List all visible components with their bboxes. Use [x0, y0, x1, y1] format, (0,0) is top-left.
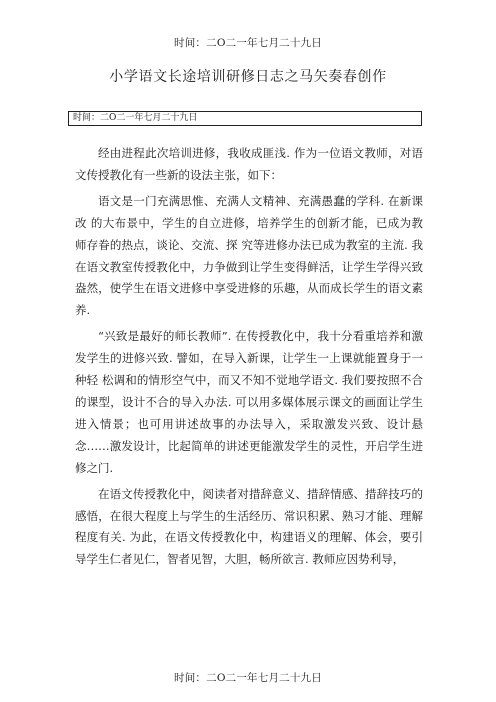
paragraph-4: 在语文传授教化中，阅读者对措辞意义、措辞情感、措辞技巧的感悟，在很大程度上与学生的生活经历、常识积累、熟习才能、理解程度有关. 为此，在语文传授教化中，构建语义的理解、体会，要引导学生仁者见仁，智者见智，大胆，畅所欲言. 教师应因势利导， — [75, 486, 423, 567]
paragraph-2: 语文是一门充满思惟、充满人文精神、充满愚蠢的学科. 在新课改 的大布景中，学生的自立进修，培养学生的创新才能，已成为教师存眷的热点，谈论、交流、探 究等进修办法已成为教室的主流. 我在语文教室传授教化中，力争做到让学生变得鲜活，让学生学得兴致盎然，使学生在语文进修中享受进修的乐趣，从而成长学生的语文素养. — [75, 193, 423, 318]
paragraph-3: “兴致是最好的师长教师”. 在传授教化中，我十分看重培养和激发学生的进修兴致. 譬如，在导入新课，让学生一上课就能置身于一种轻 松调和的情形空气中，而又不知不觉地学语文. 我们要按照不合的课型，设计不合的导入办法. 可以用多媒体展示课文的画面让学生进入情景；也可用讲述故事的办法导入，采取激发兴致、设计悬念……激发设计，比起简单的讲述更能激发学生的灵性，开启学生进修之门. — [75, 329, 423, 475]
page-footer: 时间：二O二一年七月二十九日 — [174, 672, 322, 684]
time-box: 时间：二O二一年七月二十九日 — [68, 111, 422, 126]
document-body — [75, 143, 423, 575]
document-title: 小学语文长途培训研修日志之马矢奏春创作 — [109, 69, 387, 85]
paragraph-1: 经由进程此次培训进修，我收成匪浅. 作为一位语文教师，对语文传授教化有一些新的设法主张，如下： — [75, 146, 423, 182]
page-header: 时间：二O二一年七月二十九日 — [174, 37, 322, 49]
